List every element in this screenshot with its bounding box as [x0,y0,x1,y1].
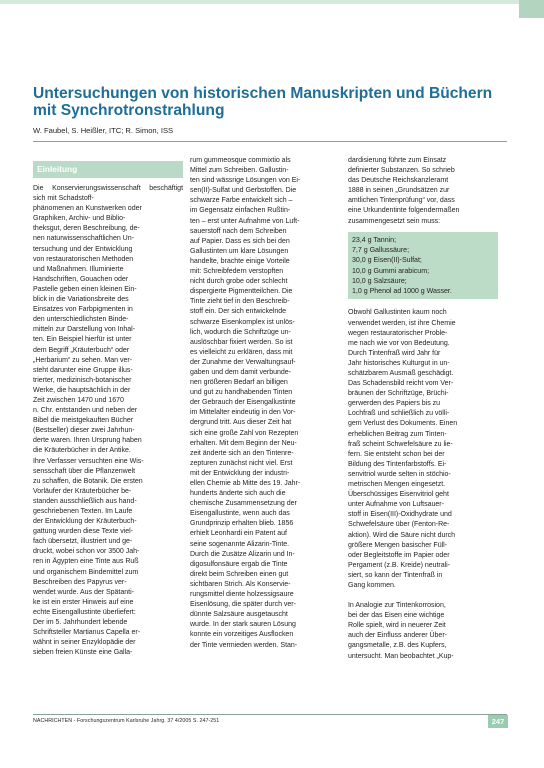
text-line: echte Eisengallustinte überliefert: [33,608,136,616]
text-line: verwendet werden, ist ihre Chemie [348,319,456,327]
text-line: wendet wurde. Aus der Spätanti- [33,588,134,596]
text-line: senvitriol wurde selten in stöchio- [348,470,451,478]
top-decor-bar [0,0,544,4]
text-line: das Deutsche Reichskanzleramt [348,177,449,185]
text-line: nen naturwissenschaftlichen Un- [33,235,134,243]
column-1 [33,156,183,658]
section-heading: Einleitung [33,161,183,178]
text-line: auslöschbar fixiert werden. So ist [190,338,293,346]
text-line: der Zunahme der Verwaltungsauf- [190,358,296,366]
text-line: dem Begriff „Kräuterbuch“ oder [33,346,130,354]
text-line: auch der Einfluss anderer Über- [348,632,447,640]
text-line: und organischem Bindemittel zum [33,568,139,576]
text-line: Beschreiben des Papyrus ver- [33,578,127,586]
text-line: nicht durch grobe oder schlecht [190,278,288,286]
text-line: ten. Ein Beispiel hierfür ist unter [33,336,132,344]
footer-divider [33,714,507,715]
text-line: chemische Zusammensetzung der [190,500,297,508]
text-line: bräunen der Schriftzüge, Brüchi- [348,390,449,398]
text-line: erhielt Leonhardi ein Patent auf [190,530,287,538]
page-number: 247 [488,715,508,728]
text-line: sichtbaren Strich. Als Konservie- [190,580,291,588]
text-line: und gut zu handhabenden Tinten [190,389,293,397]
text-line: Eisenlösung, die später durch ver- [190,601,296,609]
text-line: nen größeren Bedarf an billigen [190,379,288,387]
text-line: 1888 in seinen „Grundsätzen zur [348,187,450,195]
text-line: gattung wurden diese Texte viel- [33,528,133,536]
text-line: oder Begleitstoffe im Papier oder [348,551,450,559]
text-line: Überschüssiges Eisenvitriol geht [348,491,449,499]
article-authors: W. Faubel, S. Heißler, ITC; R. Simon, ISS [33,126,174,135]
text-line: Pergament (z.B. Kreide) neutrali- [348,561,451,569]
text-line: sensschaft über die Pflanzenwelt [33,467,136,475]
text-line: dardisierung führte zum Einsatz [348,157,447,164]
text-line: bei der das Eisen eine wichtige [348,612,445,620]
text-line: erheblichen Beitrag zum Tinten- [348,430,447,438]
text-line: gaben und dem damit verbunde- [190,368,291,376]
text-line: fach übersetzt, illustriert und ge- [33,538,133,546]
text-line: Gallustinten um klare Lösungen [190,247,289,255]
column-2-body [190,156,340,651]
text-line: digosulfonsäure ergab die Tinte [190,560,288,568]
text-line: Grundprinzip erhalten blieb. 1856 [190,520,294,528]
journal-footer: NACHRICHTEN - Forschungszentrum Karlsruhe Jahrg. 37 4/2005 S. 247-251 [33,718,220,724]
column-3-paragraph-2 [348,601,498,662]
recipe-line: 10,0 g Gummi arabicum; [352,266,430,275]
text-line: von restauratorischen Methoden [33,255,134,263]
corner-decor-block [519,0,544,18]
column-1-body [33,184,183,658]
text-line: Jahr historisches Kulturgut in un- [348,359,450,367]
text-line: Eisengallustinte, wenn auch das [190,510,290,518]
text-line: ten sind wässrige Lösungen von Ei- [190,177,301,185]
text-line: Das Schadensbild reicht vom Ver- [348,380,454,388]
text-line: definierter Substanzen. So schrieb [348,167,455,175]
text-line: Einsatzes von Farbpigmenten in [33,306,133,314]
recipe-line: 23,4 g Tannin; [352,235,397,244]
text-line: siert, so kann der Tintenfraß in [348,571,443,579]
text-line: gem Verlust des Dokuments. Einen [348,420,458,428]
column-2 [190,156,340,651]
text-line: schätzbarem Ausmaß geschädigt. [348,370,454,377]
text-line: seine sogenannte Alizarin-Tinte. [190,540,290,548]
column-3-paragraph [348,308,498,591]
text-line: rungsmittel diente holzessigsaure [190,591,294,599]
text-line: theksgut, deren Beschreibung, de- [33,225,140,233]
text-line: In Analogie zur Tintenkorrosion, [348,602,446,610]
text-line: eine Urkundentinte folgendermaßen [348,207,460,215]
text-line: handelte, brachte einige Vorteile [190,257,290,265]
recipe-line: 1,0 g Phenol ad 1000 g Wasser. [352,287,452,296]
recipe-line: 7,7 g Gallussäure; [352,245,410,254]
text-line: zeit änderte sich an den Tintenre- [190,449,294,457]
text-line: me nach wie vor von Bedeutung. [348,339,450,347]
recipe-line: 10,0 g Salzsäure; [352,276,407,285]
text-line: lich, wodurch die Schriftzüge un- [190,328,291,336]
text-line: dispergierte Pigmentteilchen. Die [190,288,293,296]
text-line: und Maßnahmen. Illuminierte [33,265,124,273]
text-line: direkt beim Schreiben einen gut [190,570,289,578]
text-line: tersuchung und der Entwicklung [33,245,133,253]
text-line: stoff in Eisen(III)-Oxidhydrate und [348,511,452,519]
column-3 [348,156,498,662]
text-line: Lochfraß und schließlich zu völli- [348,410,450,418]
text-line: fraß scheint Schwefelsäure zu lie- [348,440,453,448]
text-line: rum gummeosque commixtio als [190,157,291,164]
text-line: ke ist ein erster Hinweis auf eine [33,598,134,606]
text-line: unter Aufnahme von Luftsauer- [348,501,444,509]
text-line: derte waren. Ihren Ursprung haben [33,437,142,445]
text-line: zusammengesetzt sein muss: [348,217,441,225]
header-divider [33,141,507,142]
text-line: metrischen Mengen eingesetzt. [348,481,446,489]
text-line: aktion). Wird die Säure nicht durch [348,531,456,539]
text-line: erhalten. Mit dem Beginn der Neu- [190,439,297,447]
text-line: Durch Tintenfraß wird Jahr für [348,349,441,357]
text-line: schwarze Farbe entwickelt sich – [190,197,293,205]
text-line: fern. Sie entsteht schon bei der [348,450,445,458]
text-line: Mittel zum Schreiben. Gallustin- [190,167,289,175]
text-line: Schwefelsäure über (Fenton-Re- [348,521,450,529]
text-line: gangsmetalle, z.B. des Kupfers, [348,642,447,650]
text-line: trierter, medizinisch-botanischer [33,376,132,384]
text-line: phänomenen an Kunstwerken oder [33,205,142,213]
text-line: den unterschiedlichsten Binde- [33,316,129,324]
text-line: wähnt in seiner Enzyklopädie der [33,639,136,647]
text-line: es vielleicht zu erklären, dass mit [190,348,293,356]
text-line: steht darunter eine Gruppe illus- [33,366,133,374]
text-line: Obwohl Gallustinten kaum noch [348,309,447,317]
text-line: wurde. In der stark sauren Lösung [190,621,296,629]
text-line: Tinte zieht tief in den Beschreib- [190,298,290,306]
text-line: „Herbarium“ zu sehen. Man ver- [33,356,132,364]
text-line: Die Konservierungswissenschaft beschäftigt sich mit Schadstoff- [33,185,183,203]
text-line: druckt, wobei schon vor 3500 Jah- [33,548,140,556]
text-line: Bibel die meistgekauften Bücher [33,417,134,425]
text-line: n. Chr. entstanden und neben der [33,407,138,415]
text-line: sauerstoff nach dem Schreiben [190,227,287,235]
text-line: sen(II)-Sulfat und Gerbstoffen. Die [190,187,297,195]
text-line: Durch die Zusätze Alizarin und In- [190,550,295,558]
text-line: (Bestseller) dieser zwei Jahrhun- [33,427,135,435]
text-line: der Entwicklung der Kräuterbuch- [33,518,137,526]
paragraph-gap [348,591,498,601]
text-line: ten – erst unter Aufnahme von Luft- [190,217,300,225]
text-line: ren in Ägypten eine Tinte aus Ruß [33,558,139,566]
text-line: Rolle spielt, wird in neuerer Zeit [348,622,446,630]
text-line: wegen restauratorischer Proble- [348,329,448,337]
text-line: standen ausschließlich aus hand- [33,497,137,505]
text-line: blick in die Variationsbreite des [33,296,129,304]
text-line: Bildung des Tintenfarbstoffs. Ei- [348,460,447,468]
text-line: ellen Chemie ab Mitte des 19. Jahr- [190,480,301,487]
text-line: im Gegensatz einfachen Rußtin- [190,207,291,215]
text-line: geschriebenen Texten. Im Laufe [33,508,133,515]
text-line: der Gebrauch der Eisengallustinte [190,399,296,407]
text-line: mitteln zur Darstellung von Inhal- [33,326,135,334]
text-line: mit: Schreibfedern verstopften [190,268,284,276]
text-line: Der im 5. Jahrhundert lebende [33,619,128,627]
text-line: dergrund tritt. Aus dieser Zeit hat [190,419,292,427]
text-line: stoff ein. Der sich entwickelnde [190,308,287,316]
text-line: zu schaffen, die Botanik. Die ersten [33,477,143,485]
text-line: sich eine große Zahl von Rezepten [190,429,299,437]
text-line: untersucht. Man beobachtet „Kup- [348,652,454,660]
text-line: hunderts änderte sich auch die [190,490,286,498]
text-line: Vorläufer der Kräuterbücher be- [33,487,132,495]
text-line: Zeit zwischen 1470 und 1670 [33,396,124,404]
text-line: auf Papier. Dass es sich bei den [190,237,290,245]
text-line: Graphiken, Archiv- und Biblio- [33,215,126,223]
text-line: schwarze Eisenkomplex ist unlös- [190,318,295,326]
text-line: Schriftsteller Martianus Capella er- [33,629,141,637]
text-line: sieben freien Künste eine Galla- [33,649,133,657]
text-line: Handschriften, Gouachen oder [33,275,129,283]
recipe-line: 30,0 g Eisen(II)-Sulfat; [352,256,422,265]
column-3-intro [348,156,498,227]
text-line: im Mittelalter eindeutig in den Vor- [190,409,296,417]
text-line: dünnte Salzsäure ausgetauscht [190,611,288,619]
text-line: gerwerden des Papiers bis zu [348,400,440,408]
text-line: der Tinte vermieden werden. Stan- [190,641,298,649]
ink-recipe-box [348,232,498,300]
text-line: Gang kommen. [348,581,396,589]
text-line: amtlichen Tintenprüfung“ vor, dass [348,197,455,205]
article-title: Untersuchungen von historischen Manuskripten und Büchern mit Synchrotronstrahlung [33,85,493,119]
text-line: größere Mengen basischer Füll- [348,541,447,549]
text-line: Ihre Verfasser versuchten eine Wis- [33,457,144,465]
text-line: konnte ein vorzeitiges Ausflocken [190,631,294,639]
text-line: mit der Entwicklung der industri- [190,469,290,477]
text-line: Werke, die hauptsächlich in der [33,386,131,394]
text-line: die Kräuterbücher in der Antike. [33,447,131,455]
text-line: Pastelle geben einen kleinen Ein- [33,285,137,293]
text-line: zepturen zunächst nicht viel. Erst [190,459,293,467]
